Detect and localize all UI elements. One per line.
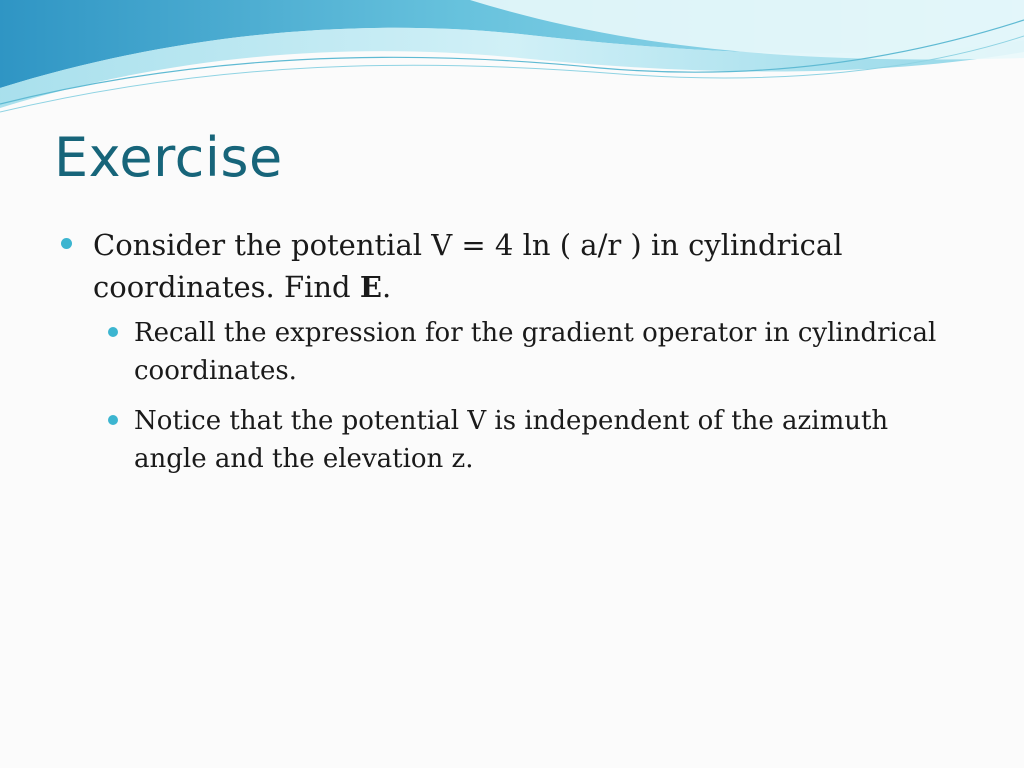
bullet-dot-icon: [61, 238, 72, 249]
sub-bullet-list: [60, 314, 940, 478]
bold-e-symbol: E: [359, 270, 382, 304]
slide-content: [60, 224, 940, 490]
bullet-item: [60, 224, 940, 308]
sub-bullet-dot-icon: [108, 415, 118, 425]
sub-bullet-dot-icon: [108, 327, 118, 337]
bullet-text-end: .: [381, 270, 392, 304]
header-wave-decoration: [0, 0, 1024, 120]
sub-bullet-text: Notice that the potential V is independent of the azimuth angle and the elevation z.: [134, 406, 889, 474]
sub-bullet-text: Recall the expression for the gradient operator in cylindrical coordinates.: [134, 318, 937, 386]
slide-title: Exercise: [54, 126, 283, 189]
sub-bullet-item: [108, 314, 940, 390]
bullet-text: Consider the potential V = 4 ln ( a/r ) in cylindrical coordinates. Find: [93, 228, 843, 304]
sub-bullet-item: [108, 402, 940, 478]
